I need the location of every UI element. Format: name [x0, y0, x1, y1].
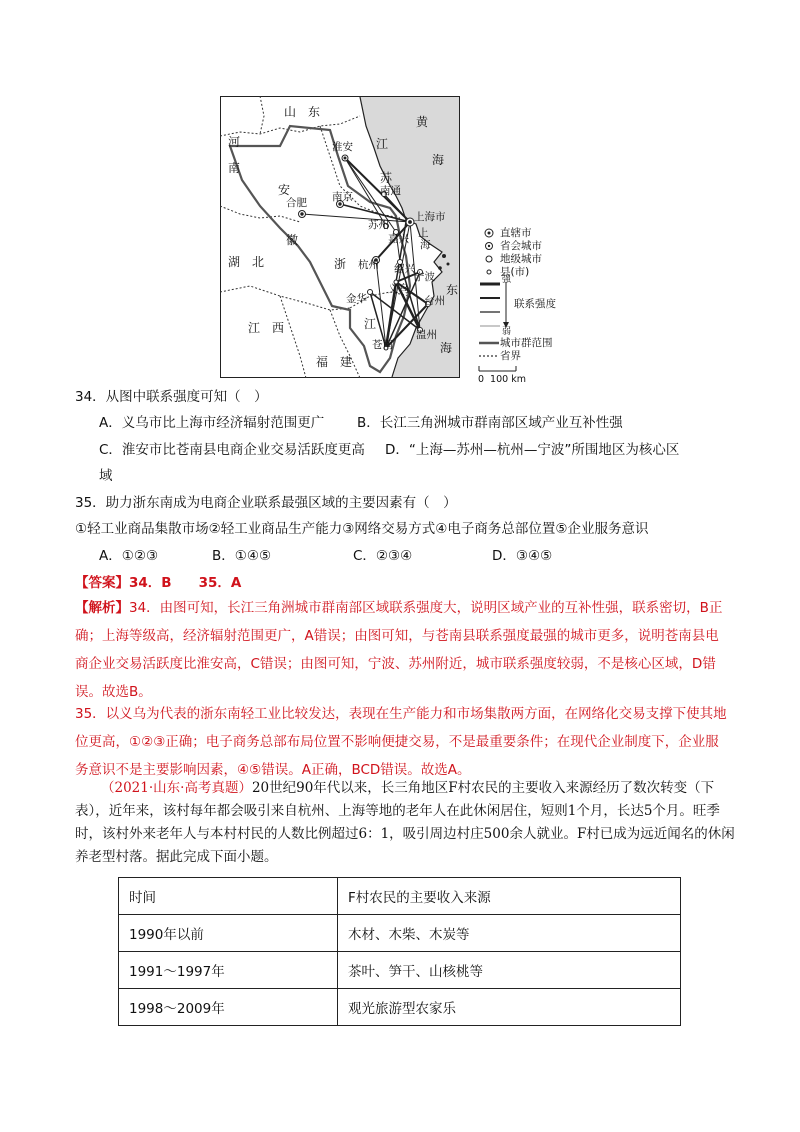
legend-row: [478, 336, 588, 349]
scale-bar-icon: [478, 366, 518, 372]
label-east-sea-2: 海: [440, 341, 453, 355]
label-shanghai: 上海市: [414, 211, 446, 223]
city-cluster-icon: [478, 340, 500, 346]
q34-option-d-cont: 域: [99, 468, 113, 484]
answer-tag: 【答案】: [75, 575, 129, 591]
provincial-capital-icon: [478, 241, 500, 251]
legend-row: [478, 265, 588, 278]
q34-option-b: B．长江三角洲城市群南部区域产业互补性强: [357, 415, 623, 431]
table-cell: 观光旅游型农家乐: [338, 989, 681, 1026]
legend-label: 县(市): [500, 265, 530, 278]
label-taizhou: 台州: [424, 295, 445, 307]
label-shanghai-v1: 上: [418, 227, 429, 239]
scale-bar: [478, 364, 526, 386]
legend-row: [478, 239, 588, 252]
legend-label: 直辖市: [500, 226, 532, 239]
label-hubei: 湖 北: [228, 255, 265, 269]
intro-source: （2021·山东·高考真题）: [101, 780, 252, 796]
label-shanghai-v2: 海: [420, 239, 431, 251]
analysis-p2: 35．以义乌为代表的浙东南轻工业比较发达，表现在生产能力和市场集散两方面，在网络化交易支撑下使其地位更高，①②③正确；电子商务总部布局位置不影响便捷交易，不是最重要条件；在现代企业制度下，企业服务意识不是主要影响因素，④⑤错误。A正确，BCD错误。故选A。: [75, 706, 727, 778]
legend-label: 省界: [500, 349, 521, 362]
province-border-icon: [478, 353, 500, 359]
label-henan-2: 南: [228, 161, 241, 175]
intro-paragraph: [75, 777, 735, 869]
legend-row: [478, 252, 588, 265]
q34-option-c: C．淮安市比苍南县电商企业交易活跃度更高: [99, 442, 365, 458]
label-henan-1: 河: [228, 135, 241, 149]
map-legend: [478, 226, 588, 385]
table-cell: 1990年以前: [119, 915, 338, 952]
intro-text: 20世纪90年代以来，长三角地区F村农民的主要收入来源经历了数次转变（下表），近年来，该村每年都会吸引来自杭州、上海等地的老年人在此休闲居住，短则1个月，长达5个月。旺季时，该村外来老年人与本村村民的人数比例超过6：1，吸引周边村庄500余人就业。F村已成为远近闻名的休闲养老型村落。据此完成下面小题。: [75, 780, 735, 865]
label-suzhou: 苏州: [368, 219, 389, 231]
label-zhejiang-a: 浙: [334, 257, 347, 271]
q34-stem: 34．从图中联系强度可知（ ）: [75, 389, 268, 405]
label-nantong: 南通: [380, 185, 401, 197]
label-cangnan: 苍南: [372, 339, 393, 351]
table-cell: 木材、木柴、木炭等: [338, 915, 681, 952]
answer-text: 34．B 35．A: [129, 575, 242, 591]
municipality-icon: [478, 228, 500, 238]
legend-strong: 强: [502, 275, 512, 285]
table-header: [119, 878, 681, 915]
q35-items: ①轻工业商品集散市场②轻工业商品生产能力③网络交易方式④电子商务总部位置⑤企业服务意识: [75, 521, 649, 537]
legend-strength-label: 联系强度: [514, 298, 556, 310]
legend-label: 省会城市: [500, 239, 542, 252]
scale-label: 100 km: [490, 374, 526, 385]
label-wenzhou: 温州: [416, 329, 437, 341]
label-anhui-2: 徽: [286, 233, 299, 247]
label-jinhua: 金华: [346, 293, 367, 305]
table-cell: 1991～1997年: [119, 952, 338, 989]
label-nanjing: 南京: [332, 191, 353, 203]
label-hangzhou: 杭州: [358, 259, 379, 271]
label-zhejiang-b: 江: [364, 317, 377, 331]
label-jiangsu-2: 苏: [380, 171, 393, 185]
table-row: [119, 952, 681, 989]
label-ningbo: 宁波: [414, 271, 435, 283]
label-east-sea-1: 东: [446, 283, 459, 297]
q35-stem: 35．助力浙东南成为电商企业联系最强区域的主要因素有（ ）: [75, 495, 457, 511]
label-yellow-sea-2: 海: [432, 153, 445, 167]
map-svg: [220, 96, 460, 378]
analysis-text-1: 34．由图可知，长江三角洲城市群南部区域联系强度大，说明区域产业的互补性强，联系密切，B正确；上海等级高，经济辐射范围更广，A错误；由图可知，与苍南县联系强度最强的城市更多，说明苍南县电商企业交易活跃度比淮安高，C错误；由图可知，宁波、苏州附近，城市联系强度较弱，不是核心区域，D错误。故选B。: [75, 600, 723, 700]
legend-label: 地级城市: [500, 252, 542, 265]
label-shaoxing: 绍兴: [394, 263, 415, 275]
analysis-p1: [75, 594, 730, 706]
prefecture-city-icon: [478, 254, 500, 264]
table-cell: 1998～2009年: [119, 989, 338, 1026]
strength-lines-icon: [478, 278, 512, 332]
label-jiangxi: 江 西: [248, 321, 285, 335]
label-yiwu: 义乌: [388, 283, 409, 295]
legend-row: [478, 226, 588, 239]
label-fujian: 福 建: [316, 355, 353, 369]
q35-option-b: B．①④⑤: [212, 548, 272, 564]
label-hefei: 合肥: [286, 197, 307, 209]
table-header-cell: F村农民的主要收入来源: [338, 878, 681, 915]
q35-option-a: A．①②③: [99, 548, 159, 564]
county-icon: [478, 267, 500, 277]
label-huaian: 淮安: [332, 141, 353, 153]
q35-option-c: C．②③④: [353, 548, 413, 564]
yangtze-delta-map: [220, 96, 460, 378]
legend-row: [478, 349, 588, 362]
label-shandong: 山 东: [284, 105, 321, 119]
table-row: [119, 915, 681, 952]
scale-zero: 0: [478, 374, 485, 385]
analysis-tag: 【解析】: [75, 600, 129, 616]
label-yellow-sea-1: 黄: [416, 115, 429, 129]
label-anhui-1: 安: [278, 183, 291, 197]
answer-line: [75, 574, 241, 592]
table-row: [119, 989, 681, 1026]
label-jiangsu-1: 江: [376, 137, 389, 151]
q35-option-d: D．③④⑤: [492, 548, 553, 564]
legend-label: 城市群范围: [500, 336, 553, 349]
q34-option-d: D．“上海—苏州—杭州—宁波”所围地区为核心区: [385, 442, 680, 458]
legend-strength: [478, 275, 588, 337]
legend-weak: 弱: [502, 327, 512, 337]
table-cell: 茶叶、笋干、山核桃等: [338, 952, 681, 989]
label-jiaxing: 嘉兴: [388, 233, 409, 245]
income-table: [118, 877, 681, 1026]
q34-option-a: A．义乌市比上海市经济辐射范围更广: [99, 415, 325, 431]
table-header-cell: 时间: [119, 878, 338, 915]
